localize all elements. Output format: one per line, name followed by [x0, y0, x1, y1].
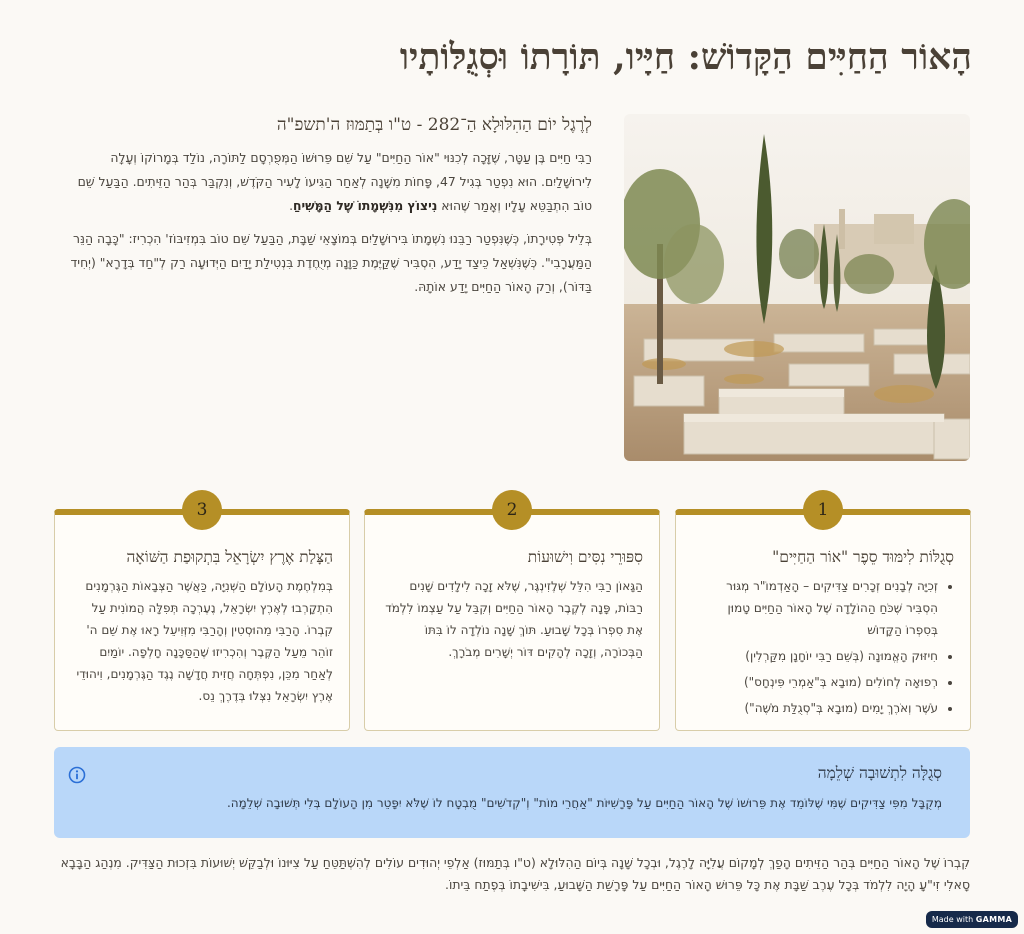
list-item: • זְכִיָּה לְבָנִים זְכָרִים צַדִּיקִים – הָאַדְמוֹ"ר מְגּוּר הִסְבִּיר שֶׁכֹּחַ הַהוֹלָדָה שֶׁל הָאוֹר הַחַיִּים טָמוּן בְּסִפְרוֹ הַקָּדוֹשׁ	[692, 575, 938, 641]
callout-title: סְגֻלָּה לִתְשׁוּבָה שְׁלֵמָה	[817, 764, 942, 782]
card-text: בְּמִלְחֶמֶת הָעוֹלָם הַשְּׁנִיָּה, כַּאֲשֶׁר הַצְּבָאוֹת הַגֶּרְמָנִים הִתְקָרְבוּ לְאֶרֶץ יִשְׂרָאֵל, נֶעֶרְכָה תְּפִלָּה הֲמוֹנִית עַל קִבְרוֹ. הָרַבִּי מֵהוּסְטִין וְהָרַבִּי מִזְּוִיעֵל רָאוּ אֶת שֵׁם ה' זוֹהֵר מֵעַל הַקֶּבֶר וְהִכְרִיזוּ שֶׁהַסַּכָּנָה חָלְפָה. יוֹמַיִם לְאַחַר מִכֵּן, נִפְתְּחָה חֲזִית חֲדָשָׁה נֶגֶד הַגֶּרְמָנִים, וִיהוּדֵי אֶרֶץ יִשְׂרָאֵל נִצְּלוּ בְּדֶרֶךְ נֵס.	[76, 579, 333, 703]
list-item: • עֹשֶׁר וְאֹרֶךְ יָמִים (מוּבָא בְּ"סְגֻלַּת מֹשֶׁה")	[692, 697, 938, 719]
intro-subtitle: לְרֶגֶל יוֹם הַהִלּוּלָא הַ־282 - ט"ו בְּתַמּוּז ה'תשפ"ה	[276, 115, 592, 135]
intro-paragraph-2: בְּלֵיל פְּטִירָתוֹ, כְּשֶׁנִּפְטַר רַבֵּנוּ נִשְׁמָתוֹ בִּירוּשָׁלַיִם בְּמוֹצָאֵי שַׁבָּת, הַבַּעַל שֵׁם טוֹב בִּמְזִיבּוֹז' הִכְרִיז: "כָּבָה הַנֵּר הַמַּעֲרָבִי". כְּשֶׁנִּשְׁאַל כֵּיצַד יָדַע, הִסְבִּיר שֶׁקַּיֶּמֶת כַּוָּנָה מְיֻחֶדֶת בִּנְטִילַת יָדַיִם הַיְּדוּעָה רַק לְ"חַד בְּדָרָא" (יְחִיד בַּדּוֹר), וְרַק הָאוֹר הַחַיִּים יָדַע אוֹתָהּ.	[70, 231, 592, 294]
intro-section	[62, 112, 592, 308]
page-title: הָאוֹר הַחַיִּים הַקָּדוֹשׁ: חַיָּיו, תּוֹרָתוֹ וּסְגֻלּוֹתָיו	[399, 36, 972, 78]
callout-text: מְקֻבָּל מִפִּי צַדִּיקִים שֶׁמִּי שֶׁלּוֹמֵד אֶת פֵּרוּשׁוֹ שֶׁל הָאוֹר הַחַיִּים עַל פָּרָשִׁיּוֹת "אַחֲרֵי מוֹת" וְ"קְדֹשִׁים" מֻבְטָח לוֹ שֶׁלֹּא יִפָּטֵר מִן הָעוֹלָם בְּלִי תְּשׁוּבָה שְׁלֵמָה.	[226, 796, 942, 810]
list-item: • חִיזּוּק הָאֱמוּנָה (בְּשֵׁם רַבִּי יוֹחָנָן מִקַּרְלִין)	[692, 645, 938, 667]
card-rescue	[54, 500, 350, 731]
brand-logo: GAMMA	[975, 915, 1013, 924]
info-icon	[68, 766, 86, 784]
intro-bold-phrase: נִיצוֹץ מִנִּשְׁמָתוֹ שֶׁל הַמָּשִׁיחַ	[293, 198, 438, 213]
made-with-badge[interactable]: Made with GAMMA	[926, 911, 1018, 928]
card-title: סְגֻלּוֹת לִימּוּד סֵפֶר "אוֹר הַחַיִּים"	[772, 548, 954, 566]
cemetery-photo	[624, 114, 970, 461]
footer-paragraph: קִבְרוֹ שֶׁל הָאוֹר הַחַיִּים בְּהַר הַזֵּיתִים הָפַךְ לְמָקוֹם עֲלִיָּה לָרֶגֶל, וּבְכָל שָׁנָה בְּיוֹם הַהִלּוּלָא (ט"ו בְּתַמּוּז) אַלְפֵי יְהוּדִים עוֹלִים לְהִשְׁתַּטֵּחַ עַל צִיּוּנוֹ וּלְבַקֵּשׁ יְשׁוּעוֹת בִּזְכוּת הַצַּדִּיק. מִנְהַג הַבָּבָא סָאלִי זִי"עָ הָיָה לִלְמֹד בְּכָל עֶרֶב שַׁבָּת אֶת כָּל פֵּרוּשׁ הָאוֹר הַחַיִּים עַל פָּרָשַׁת הַשָּׁבוּעַ, בִּישִׁיבָתוֹ בְּפֶתַח בֵּיתוֹ.	[60, 855, 970, 892]
card-miracles	[364, 500, 660, 731]
card-segulot	[675, 500, 971, 731]
card-text: הַגָּאוֹן רַבִּי הִלֵּל שְׁלֶזִינְגֶּר, שֶׁלֹּא זָכָה לִילָדִים שָׁנִים רַבּוֹת, פָּנָה לְקֶבֶר הָאוֹר הַחַיִּים וְקִבֵּל עַל עַצְמוֹ לִלְמֹד אֶת סִפְרוֹ בְּכָל שָׁבוּעַ. תּוֹךְ שָׁנָה נוֹלְדָה לוֹ בִּתּוֹ הַבְּכוֹרָה, וְזָכָה לְהָקִים דּוֹר יְשָׁרִים מְבֹרָךְ.	[385, 579, 643, 659]
list-item: • רְפוּאָה לְחוֹלִים (מוּבָא בְּ"אַמְרֵי פִּינְחָס")	[692, 671, 938, 693]
intro-paragraph-1: רַבִּי חַיִּים בֶּן עַטָּר, שֶׁזָּכָה לְכִנּוּי "אוֹר הַחַיִּים" עַל שֵׁם פֵּרוּשׁוֹ הַמְּפֻרְסָם לַתּוֹרָה, נוֹלַד בְּמָרוֹקוֹ וְעָלָה לִירוּשָׁלַיִם. הוּא נִפְטַר בְּגִיל 47, פָּחוֹת מִשָּׁנָה לְאַחַר הַגִּיעוֹ לָעִיר הַקֹּדֶשׁ, וְנִקְבַּר בְּהַר הַזֵּיתִים. הַבַּעַל שֵׁם טוֹב הִתְבַּטֵּא עָלָיו וְאָמַר שֶׁהוּא נִיצוֹץ מִנִּשְׁמָתוֹ שֶׁל הַמָּשִׁיחַ.	[77, 150, 592, 213]
card-number: 1	[803, 490, 843, 530]
card-title: הַצָּלַת אֶרֶץ יִשְׂרָאֵל בִּתְקוּפַת הַשּׁוֹאָה	[126, 548, 333, 566]
segulot-list	[692, 575, 954, 719]
card-number: 3	[182, 490, 222, 530]
card-number: 2	[492, 490, 532, 530]
card-title: סִפּוּרֵי נִסִּים וִישׁוּעוֹת	[527, 548, 643, 566]
callout-box	[54, 747, 970, 838]
